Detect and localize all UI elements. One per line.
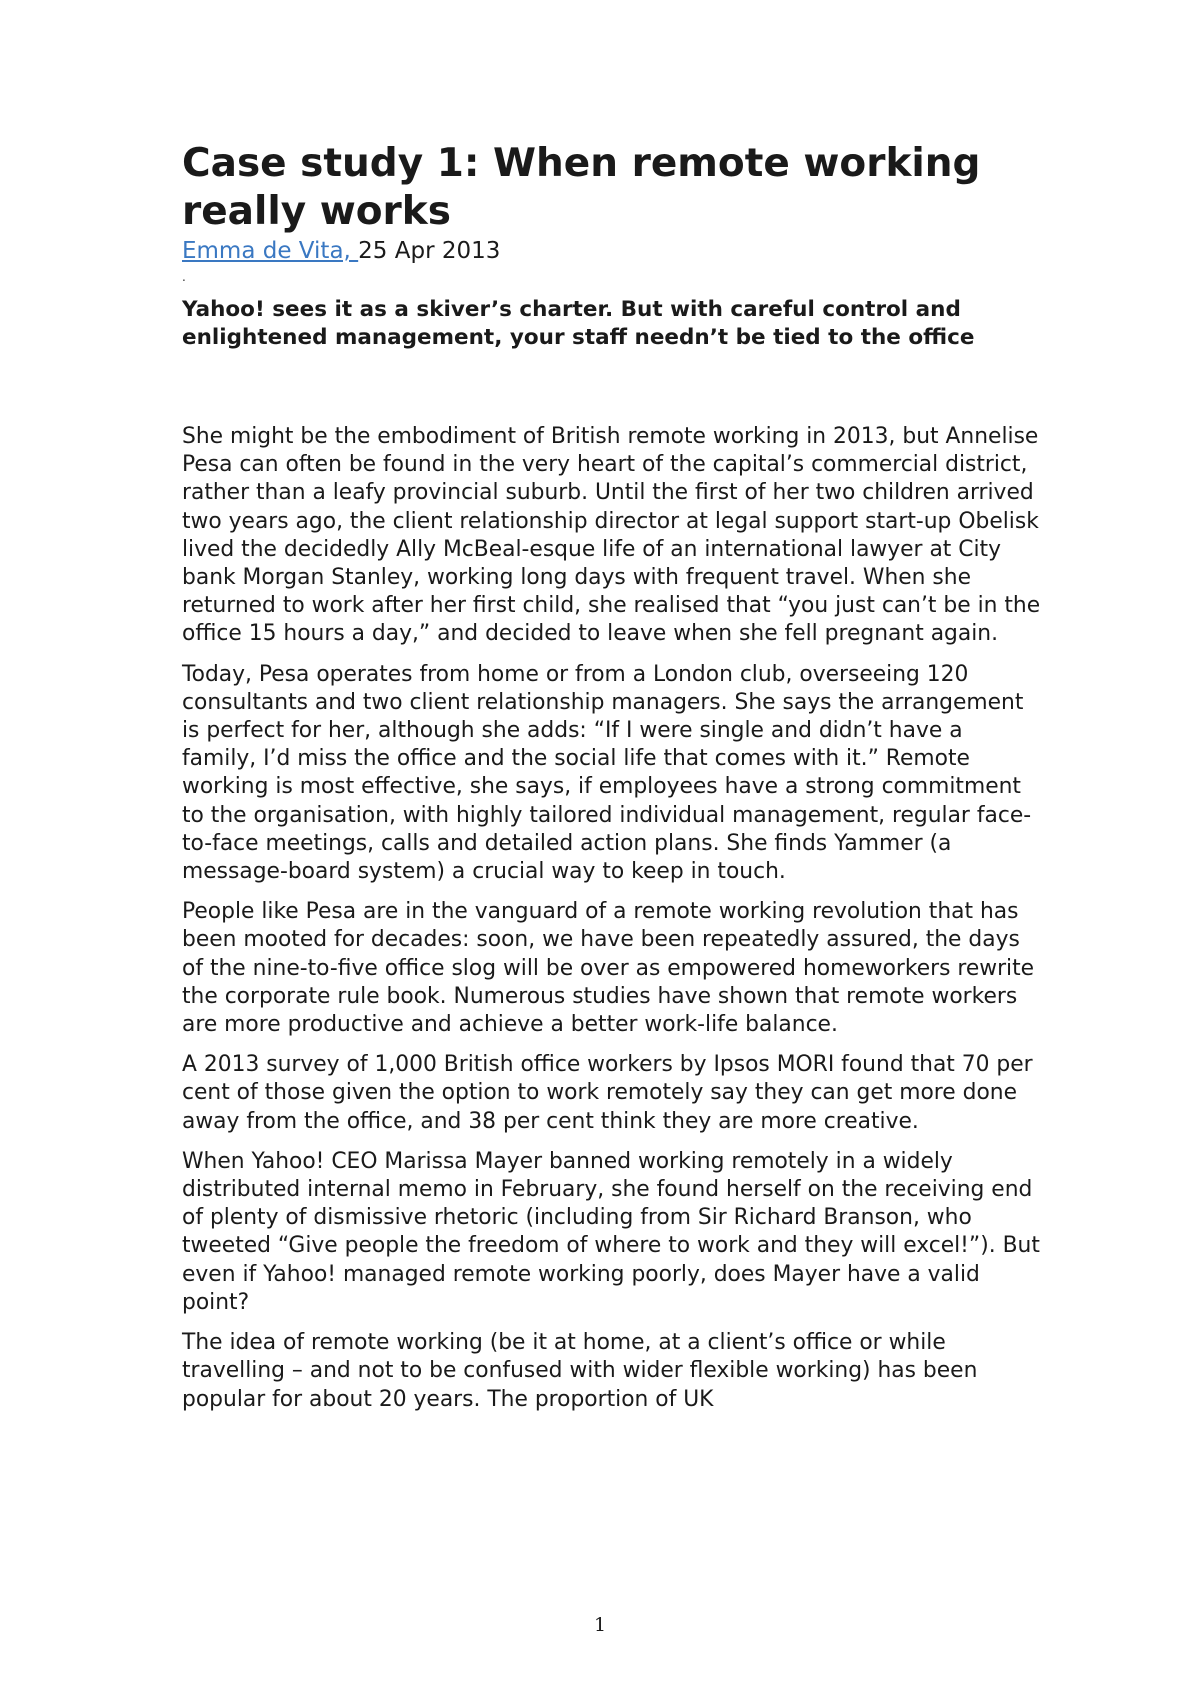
paragraph-marker: . [182, 270, 186, 284]
publish-date: 25 Apr 2013 [358, 238, 501, 264]
author-link[interactable]: Emma de Vita, [182, 238, 359, 264]
article-body [182, 423, 1042, 1426]
page-number: 1 [593, 1614, 607, 1636]
body-paragraph: She might be the embodiment of British remote working in 2013, but Annelise Pesa can often be found in the very heart of the capital’s commercial district, rather than a leafy provincial suburb. Until the first of her two children arrived two years ago, the client relationship director at legal support start-up Obelisk lived the decidedly Ally McBeal-esque life of an international lawyer at City bank Morgan Stanley, working long days with frequent travel. When she returned to work after her first child, she realised that “you just can’t be in the office 15 hours a day,” and decided to leave when she fell pregnant again. [182, 424, 1041, 647]
body-paragraph: People like Pesa are in the vanguard of a remote working revolution that has been mooted for decades: soon, we have been repeatedly assured, the days of the nine-to-five office slog will be over as empowered homeworkers rewrite the corporate rule book. Numerous studies have shown that remote workers are more productive and achieve a better work-life balance. [182, 899, 1035, 1038]
standfirst: Yahoo! sees it as a skiver’s charter. But with careful control and enlightened management, your staff needn’t be tied to the office [182, 297, 975, 350]
byline [182, 236, 500, 266]
article-title: Case study 1: When remote working really works [182, 141, 981, 234]
body-paragraph: The idea of remote working (be it at home, at a client’s office or while travelling – and not to be confused with wider flexible working) has been popular for about 20 years. The proportion of UK [182, 1330, 978, 1412]
body-paragraph: When Yahoo! CEO Marissa Mayer banned working remotely in a widely distributed internal memo in February, she found herself on the receiving end of plenty of dismissive rhetoric (including from Sir Richard Branson, who tweeted “Give people the freedom of where to work and they will excel!”). But even if Yahoo! managed remote working poorly, does Mayer have a valid point? [182, 1148, 1040, 1315]
body-paragraph: Today, Pesa operates from home or from a London club, overseeing 120 consultants and two client relationship managers. She says the arrangement is perfect for her, although she adds: “If I were single and didn’t have a family, I’d miss the office and the social life that comes with it.” Remote working is most effective, she says, if employees have a strong commitment to the organisation, with highly tailored individual management, regular face-to-face meetings, calls and detailed action plans. She finds Yammer (a message-board system) a crucial way to keep in touch. [182, 661, 1032, 885]
document-page [182, 0, 1042, 1698]
body-paragraph: A 2013 survey of 1,000 British office workers by Ipsos MORI found that 70 per cent of those given the option to work remotely say they can get more done away from the office, and 38 per cent think they are more creative. [182, 1052, 1033, 1134]
